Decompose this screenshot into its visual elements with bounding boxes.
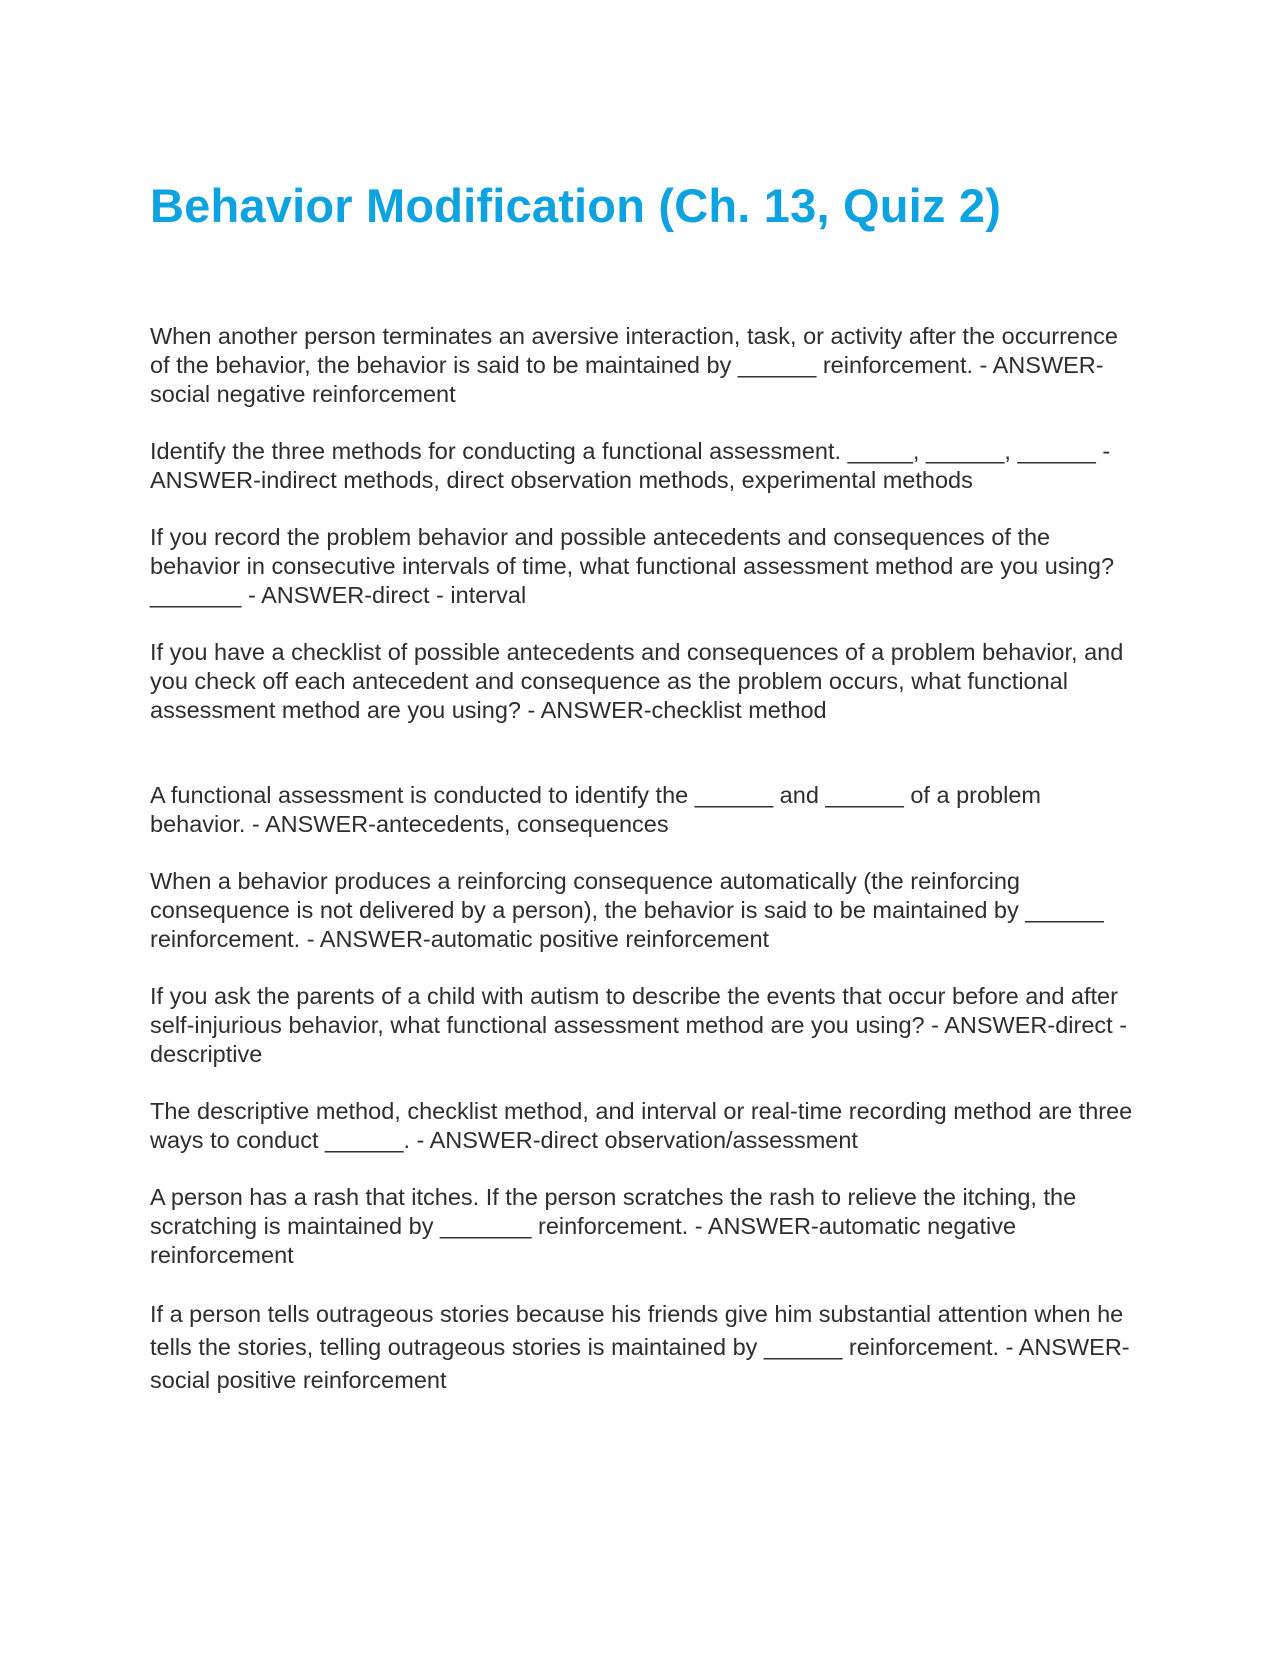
answer-text: - ANSWER-social positive reinforcement <box>150 1334 1130 1393</box>
document-title: Behavior Modification (Ch. 13, Quiz 2) <box>150 179 1002 232</box>
question-text: If you record the problem behavior and possible antecedents and consequences of the behavior in consecutive intervals of time, what functional assessment method are you using? _______ <box>150 524 1115 608</box>
question-text: If you ask the parents of a child with autism to describe the events that occur before and after self-injurious behavior, what functional assessment method are you using? <box>150 983 1118 1038</box>
qa-item <box>150 1298 1140 1397</box>
qa-item <box>150 1097 1140 1155</box>
question-text: When another person terminates an aversive interaction, task, or activity after the occurrence of the behavior, the behavior is said to be maintained by ______ reinforcement. <box>150 323 1118 378</box>
qa-list <box>150 322 1140 1425</box>
qa-item <box>150 437 1140 495</box>
qa-item <box>150 781 1140 839</box>
qa-item <box>150 867 1140 954</box>
answer-text: - ANSWER-social negative reinforcement <box>150 352 1104 407</box>
answer-text: - ANSWER-antecedents, consequences <box>245 811 669 837</box>
answer-text: - ANSWER-checklist method <box>521 697 827 723</box>
qa-item <box>150 1183 1140 1270</box>
question-text: If a person tells outrageous stories because his friends give him substantial attention when he tells the stories, telling outrageous stories is maintained by ______ reinforcement. <box>150 1301 1124 1360</box>
answer-text: - ANSWER-indirect methods, direct observation methods, experimental methods <box>150 438 1111 493</box>
answer-text: - ANSWER-direct - descriptive <box>150 1012 1128 1067</box>
qa-item <box>150 523 1140 610</box>
question-text: When a behavior produces a reinforcing consequence automatically (the reinforcing consequence is not delivered by a person), the behavior is said to be maintained by ______ reinforcement. <box>150 868 1104 952</box>
qa-item <box>150 982 1140 1069</box>
question-text: Identify the three methods for conducting a functional assessment. _____, ______, ______ <box>150 438 1096 464</box>
answer-text: - ANSWER-automatic positive reinforcement <box>300 926 770 952</box>
qa-item <box>150 638 1140 725</box>
answer-text: - ANSWER-direct observation/assessment <box>409 1127 858 1153</box>
answer-text: - ANSWER-direct - interval <box>241 582 527 608</box>
question-text: If you have a checklist of possible antecedents and consequences of a problem behavior, and you check off each antecedent and consequence as the problem occurs, what functional assessment method are you using? <box>150 639 1124 723</box>
question-text: The descriptive method, checklist method, and interval or real-time recording method are three ways to conduct ______. <box>150 1098 1133 1153</box>
question-text: A person has a rash that itches. If the person scratches the rash to relieve the itching, the scratching is maintained by _______ reinforcement. <box>150 1184 1077 1239</box>
question-text: A functional assessment is conducted to identify the ______ and ______ of a problem behavior. <box>150 782 1041 837</box>
qa-item <box>150 322 1140 409</box>
answer-text: - ANSWER-automatic negative reinforcement <box>150 1213 1017 1268</box>
